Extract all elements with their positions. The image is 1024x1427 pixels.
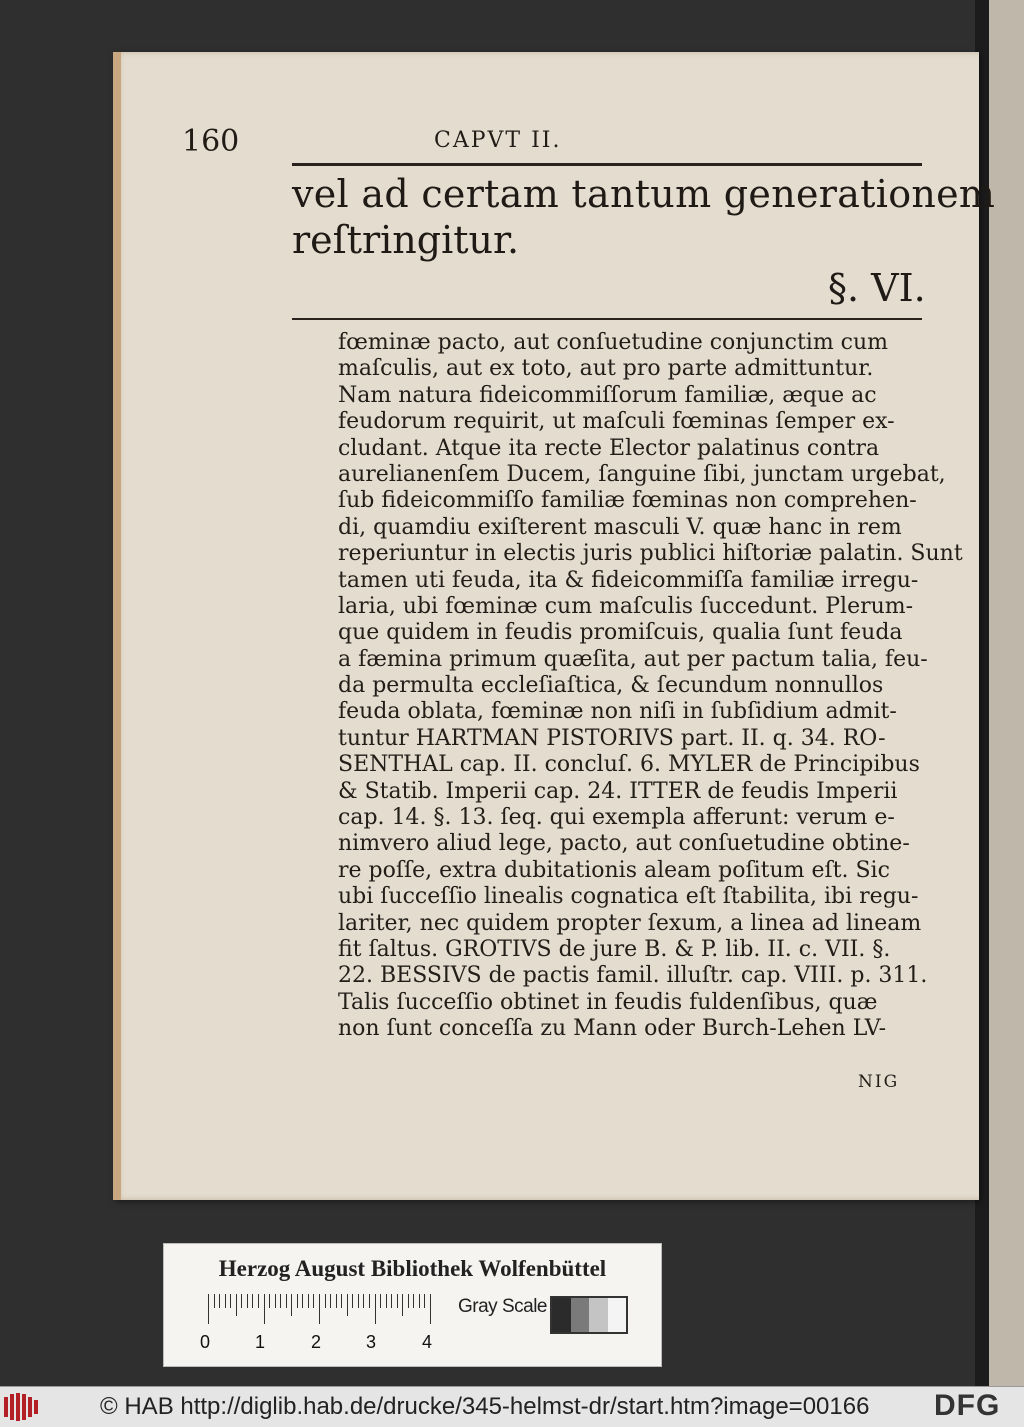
footer-bar (0, 1386, 1024, 1427)
library-label-card (163, 1243, 662, 1367)
ruler-tick (363, 1294, 364, 1308)
ruler-tick (313, 1294, 314, 1308)
body-text (338, 330, 963, 1043)
ruler-tick (375, 1294, 376, 1324)
ruler-tick (297, 1294, 298, 1308)
ruler-tick (419, 1294, 420, 1308)
section-rule (292, 318, 922, 320)
ruler-number: 1 (255, 1332, 266, 1352)
body-line: lariter, nec quidem propter ſexum, a linea ad lineam (338, 910, 922, 936)
ruler-numbers (200, 1332, 450, 1356)
ruler-tick (247, 1294, 248, 1308)
ruler-tick (325, 1294, 326, 1308)
logo-bar (22, 1394, 26, 1420)
library-name: Herzog August Bibliothek Wolfenbüttel (218, 1256, 607, 1281)
body-line: da permulta eccleſiaſtica, & ſecundum nonnullos (338, 673, 884, 699)
gray-swatch (608, 1298, 627, 1332)
ruler-tick (424, 1294, 425, 1308)
body-line: 22. BESSIVS de pactis famil. illuſtr. cap. VIII. p. 311. (338, 963, 928, 989)
copyright-url[interactable]: © HAB http://diglib.hab.de/drucke/345-helmst-dr/start.htm?image=00166 (100, 1393, 870, 1420)
page-number: 160 (182, 124, 240, 159)
ruler-tick (291, 1294, 292, 1316)
heading-line-1: vel ad certam tantum generationem (292, 172, 996, 216)
ruler-tick (308, 1294, 309, 1308)
ruler-tick (225, 1294, 226, 1308)
body-line: Talis ſucceſſio obtinet in feudis fuldenſibus, quæ (338, 989, 878, 1015)
measurement-ruler (208, 1294, 444, 1324)
ruler-tick (341, 1294, 342, 1308)
catchword: NIG (858, 1072, 900, 1092)
ruler-tick (302, 1294, 303, 1308)
ruler-tick (369, 1294, 370, 1308)
ruler-tick (219, 1294, 220, 1308)
ruler-tick (275, 1294, 276, 1308)
ruler-tick (430, 1294, 431, 1324)
gray-swatch (589, 1298, 608, 1332)
ruler-tick (386, 1294, 387, 1308)
ruler-tick (264, 1294, 265, 1324)
heading-line-2: reſtringitur. (292, 218, 520, 262)
body-line: re poſſe, extra dubitationis aleam poſitum eſt. Sic (338, 857, 890, 883)
gray-swatch (571, 1298, 590, 1332)
body-line: laria, ubi fœminæ cum maſculis ſuccedunt. Plerum- (338, 593, 914, 619)
ruler-tick (336, 1294, 337, 1308)
body-line: ſub fideicommiſſo familiæ fœminas non comprehen- (338, 488, 917, 514)
ruler-tick (286, 1294, 287, 1308)
ruler-tick (408, 1294, 409, 1308)
ruler-tick (214, 1294, 215, 1308)
body-line: maſculis, aut ex toto, aut pro parte admittuntur. (338, 356, 874, 382)
ruler-tick (280, 1294, 281, 1308)
ruler-tick (347, 1294, 348, 1316)
ruler-number: 2 (311, 1332, 322, 1352)
body-line: feuda oblata, fœminæ non niſi in ſubſidium admit- (338, 699, 897, 725)
logo-bar (4, 1397, 8, 1417)
ruler-number: 3 (366, 1332, 377, 1352)
running-head (182, 124, 922, 160)
body-line: feudorum requirit, ut maſculi fœminas ſemper ex- (338, 409, 895, 435)
gray-scale-label: Gray Scale (458, 1296, 547, 1317)
logo-bar (28, 1397, 32, 1417)
body-line: di, quamdiu exiſterent masculi V. quæ hanc in rem (338, 514, 902, 540)
ruler-tick (230, 1294, 231, 1308)
body-line: SENTHAL cap. II. concluſ. 6. MYLER de Principibus (338, 752, 920, 778)
body-line: fœminæ pacto, aut conſuetudine conjunctim cum (338, 330, 889, 355)
gray-swatch (552, 1298, 571, 1332)
body-line: aurelianenſem Ducem, ſanguine ſibi, junctam urgebat, (338, 461, 946, 487)
body-line: tamen uti feuda, ita & fideicommiſſa familiæ irregu- (338, 567, 919, 593)
body-line: nimvero aliud lege, pacto, aut conſuetudine obtine- (338, 831, 910, 857)
logo-bar (16, 1393, 20, 1421)
ruler-tick (269, 1294, 270, 1308)
ruler-tick (319, 1294, 320, 1324)
logo-bar (34, 1400, 38, 1414)
body-line: fit ſaltus. GROTIVS de jure B. & P. lib. II. c. VII. §. (338, 936, 891, 962)
ruler-tick (330, 1294, 331, 1308)
ruler-tick (380, 1294, 381, 1308)
logo-bar (10, 1394, 14, 1420)
ruler-tick (236, 1294, 237, 1316)
body-line: ubi ſucceſſio linealis cognatica eſt ſtabilita, ibi regu- (338, 884, 919, 910)
ruler-tick (402, 1294, 403, 1316)
body-line: non ſunt conceſſa zu Mann oder Burch-Lehen LV- (338, 1016, 887, 1042)
body-line: que quidem in feudis promiſcuis, qualia ſunt feuda (338, 620, 903, 646)
ruler-tick (252, 1294, 253, 1308)
dfg-logo: DFG (934, 1389, 1001, 1422)
ruler-tick (241, 1294, 242, 1308)
ruler-tick (258, 1294, 259, 1308)
hab-logo-icon (4, 1393, 44, 1421)
ruler-number: 0 (200, 1332, 211, 1352)
ruler-tick (391, 1294, 392, 1308)
ruler-tick (397, 1294, 398, 1308)
body-line: cap. 14. §. 13. ſeq. qui exempla afferunt: verum e- (338, 805, 895, 831)
running-title: CAPVT II. (434, 128, 562, 153)
body-line: & Statib. Imperii cap. 24. ITTER de feudis Imperii (338, 778, 898, 804)
gray-scale-bar (550, 1296, 628, 1334)
ruler-number: 4 (422, 1332, 433, 1352)
body-line: reperiuntur in electis juris publici hiſtoriæ palatin. Sunt (338, 541, 963, 567)
header-rule (292, 163, 922, 166)
ruler-tick (358, 1294, 359, 1308)
body-line: tuntur HARTMAN PISTORIVS part. II. q. 34. RO- (338, 725, 886, 751)
body-line: cludant. Atque ita recte Elector palatinus contra (338, 435, 880, 461)
ruler-tick (352, 1294, 353, 1308)
ruler-tick (208, 1294, 209, 1324)
ruler-tick (413, 1294, 414, 1308)
section-mark: §. VI. (828, 266, 926, 310)
body-line: Nam natura fideicommiſſorum familiæ, æque ac (338, 382, 877, 408)
body-line: a fæmina primum quæſita, aut per pactum talia, feu- (338, 646, 928, 672)
